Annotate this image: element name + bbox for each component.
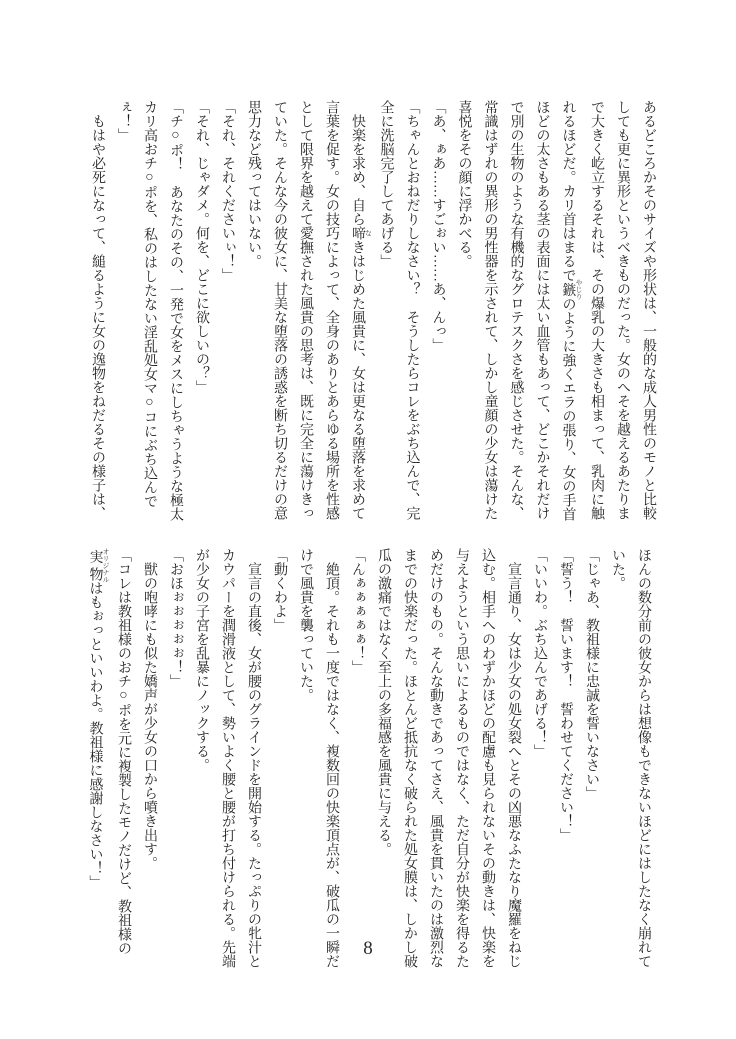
text-line: として限界を越えて愛撫された風貴の思考は、既に完全に蕩けきっ [298, 100, 313, 520]
text-line: あるどころかそのサイズや形状は、一般的な成人男性のモノと比較 [641, 100, 656, 520]
text-line: 込む。相手へのわずかほどの配慮も見られないその動きは、快楽を [480, 548, 495, 968]
text-line: 全に洗脳完了してあげる」 [378, 100, 394, 268]
page-number: 8 [363, 938, 373, 959]
text-line: 実物 オリジナルはもぉっといいわよ。教祖様に感謝しなさい！」 [87, 548, 110, 890]
text-line: 与えようという思いによるものではなく、ただ自分が快楽を得るた [454, 548, 469, 968]
text-line: けで風貴を襲っていた。 [298, 548, 313, 702]
text-line: ほどの太さもある茎の表面には太い血管もあって、どこかそれだけ [534, 100, 550, 520]
text-line: 絶頂。それも一度ではなく、複数回の快楽頂点が、破瓜の一瞬だ [324, 548, 339, 968]
text-line: しても更に異形というべきものだった。女のへそを越えるあたりま [615, 100, 630, 520]
text-line: もはや必死になって、縋るように女の逸物をねだるその様子は、 [90, 100, 105, 520]
text-line: 「ちゃんとおねだりしなさい？ そうしたらコレをぶち込んで、完 [404, 100, 420, 520]
text-line: 「チ○ポ！ あなたのその、一発で女をメスにしちゃうような極太 [168, 100, 183, 521]
text-line: ぇ！」 [116, 100, 131, 142]
text-line: 「動くわよ」 [272, 548, 287, 632]
text-line: 思力など残ってはいない。 [246, 100, 261, 268]
text-line: 言葉を促す。女の技巧によって、全身のありとあらゆる場所を性感 [324, 100, 339, 520]
text-line: カウパーを潤滑液として、勢いよく腰と腰が打ち付けられる。先端 [220, 548, 235, 968]
text-line: で別の生物のような有機的なグロテスクさを感じさせた。そんな、 [508, 100, 524, 520]
text-line: 瓜の激痛ではなく至上の多福感を風貴に与える。 [376, 548, 391, 856]
text-line: ほんの数分前の彼女からは想像もできないほどにはしたなく崩れて [636, 548, 651, 968]
text-line: 「誓う！ 誓います！ 誓わせてください！」 [558, 548, 573, 842]
text-line: 獣の咆哮にも似た嬌声が少女の口から噴き出す。 [142, 548, 157, 870]
text-line: で大きく屹立するそれは、その爆乳の大きさも相まって、乳肉に触 [589, 100, 604, 520]
text-line: 喜悦をその顔に浮かべる。 [456, 100, 472, 268]
text-line: 「それ、じゃダメ。何を、どこに欲しいの？」 [194, 100, 209, 394]
text-line: 「あ、ぁあ……すごぉい……あ、んっ」 [430, 100, 446, 352]
text-line: れるほどだ。カリ首はまるで鏃 やじりのように強くエラの張り、女の手首 [560, 100, 583, 521]
text-line: めだけのもの。そんな動きであってさえ、風貴を貫いたのは激烈な [428, 548, 443, 968]
text-line: 「おほぉぉぉぉぉ！」 [168, 548, 183, 688]
text-line: いた。 [610, 548, 625, 590]
text-line: までの快楽だった。ほとんど抵抗なく破られた処女膜は、しかし破 [402, 548, 417, 968]
text-line: 宣言の直後、女が腰のグラインドを開始する。たっぷりの牝汁と [246, 548, 261, 968]
text-line: カリ高おチ○ポを、私のはしたない淫乱処女マ○コにぶち込んで [142, 100, 157, 508]
text-line: 「んぁぁぁぁぁ！」 [350, 548, 365, 674]
text-line: 常識はずれの異形の男性器を示されて、しかし童顔の少女は蕩けた [482, 100, 498, 520]
text-line: 「いいわ。ぶち込んであげる！」 [532, 548, 547, 758]
text-line: が少女の子宮を乱暴にノックする。 [194, 548, 209, 772]
text-line: 「コレは教祖様のおチ○ポを元に複製したモノだけど、教祖様の [116, 548, 131, 955]
text-block-bottom [82, 548, 657, 972]
text-line: 快楽を求め、自ら啼 なきはじめた風貴に、女は更なる堕落を求めて [350, 100, 373, 520]
text-block-top [84, 100, 661, 524]
text-line: ていた。そんな今の彼女に、甘美な堕落の誘惑を断ち切るだけの意 [272, 100, 287, 520]
text-line: 「じゃあ、教祖様に忠誠を誓いなさい」 [584, 548, 599, 800]
text-line: 宣言通り、女は少女の処女裂へとその凶悪なふたなり魔羅をねじ [506, 548, 521, 968]
text-line: 「それ、それくださいぃ！」 [220, 100, 235, 282]
